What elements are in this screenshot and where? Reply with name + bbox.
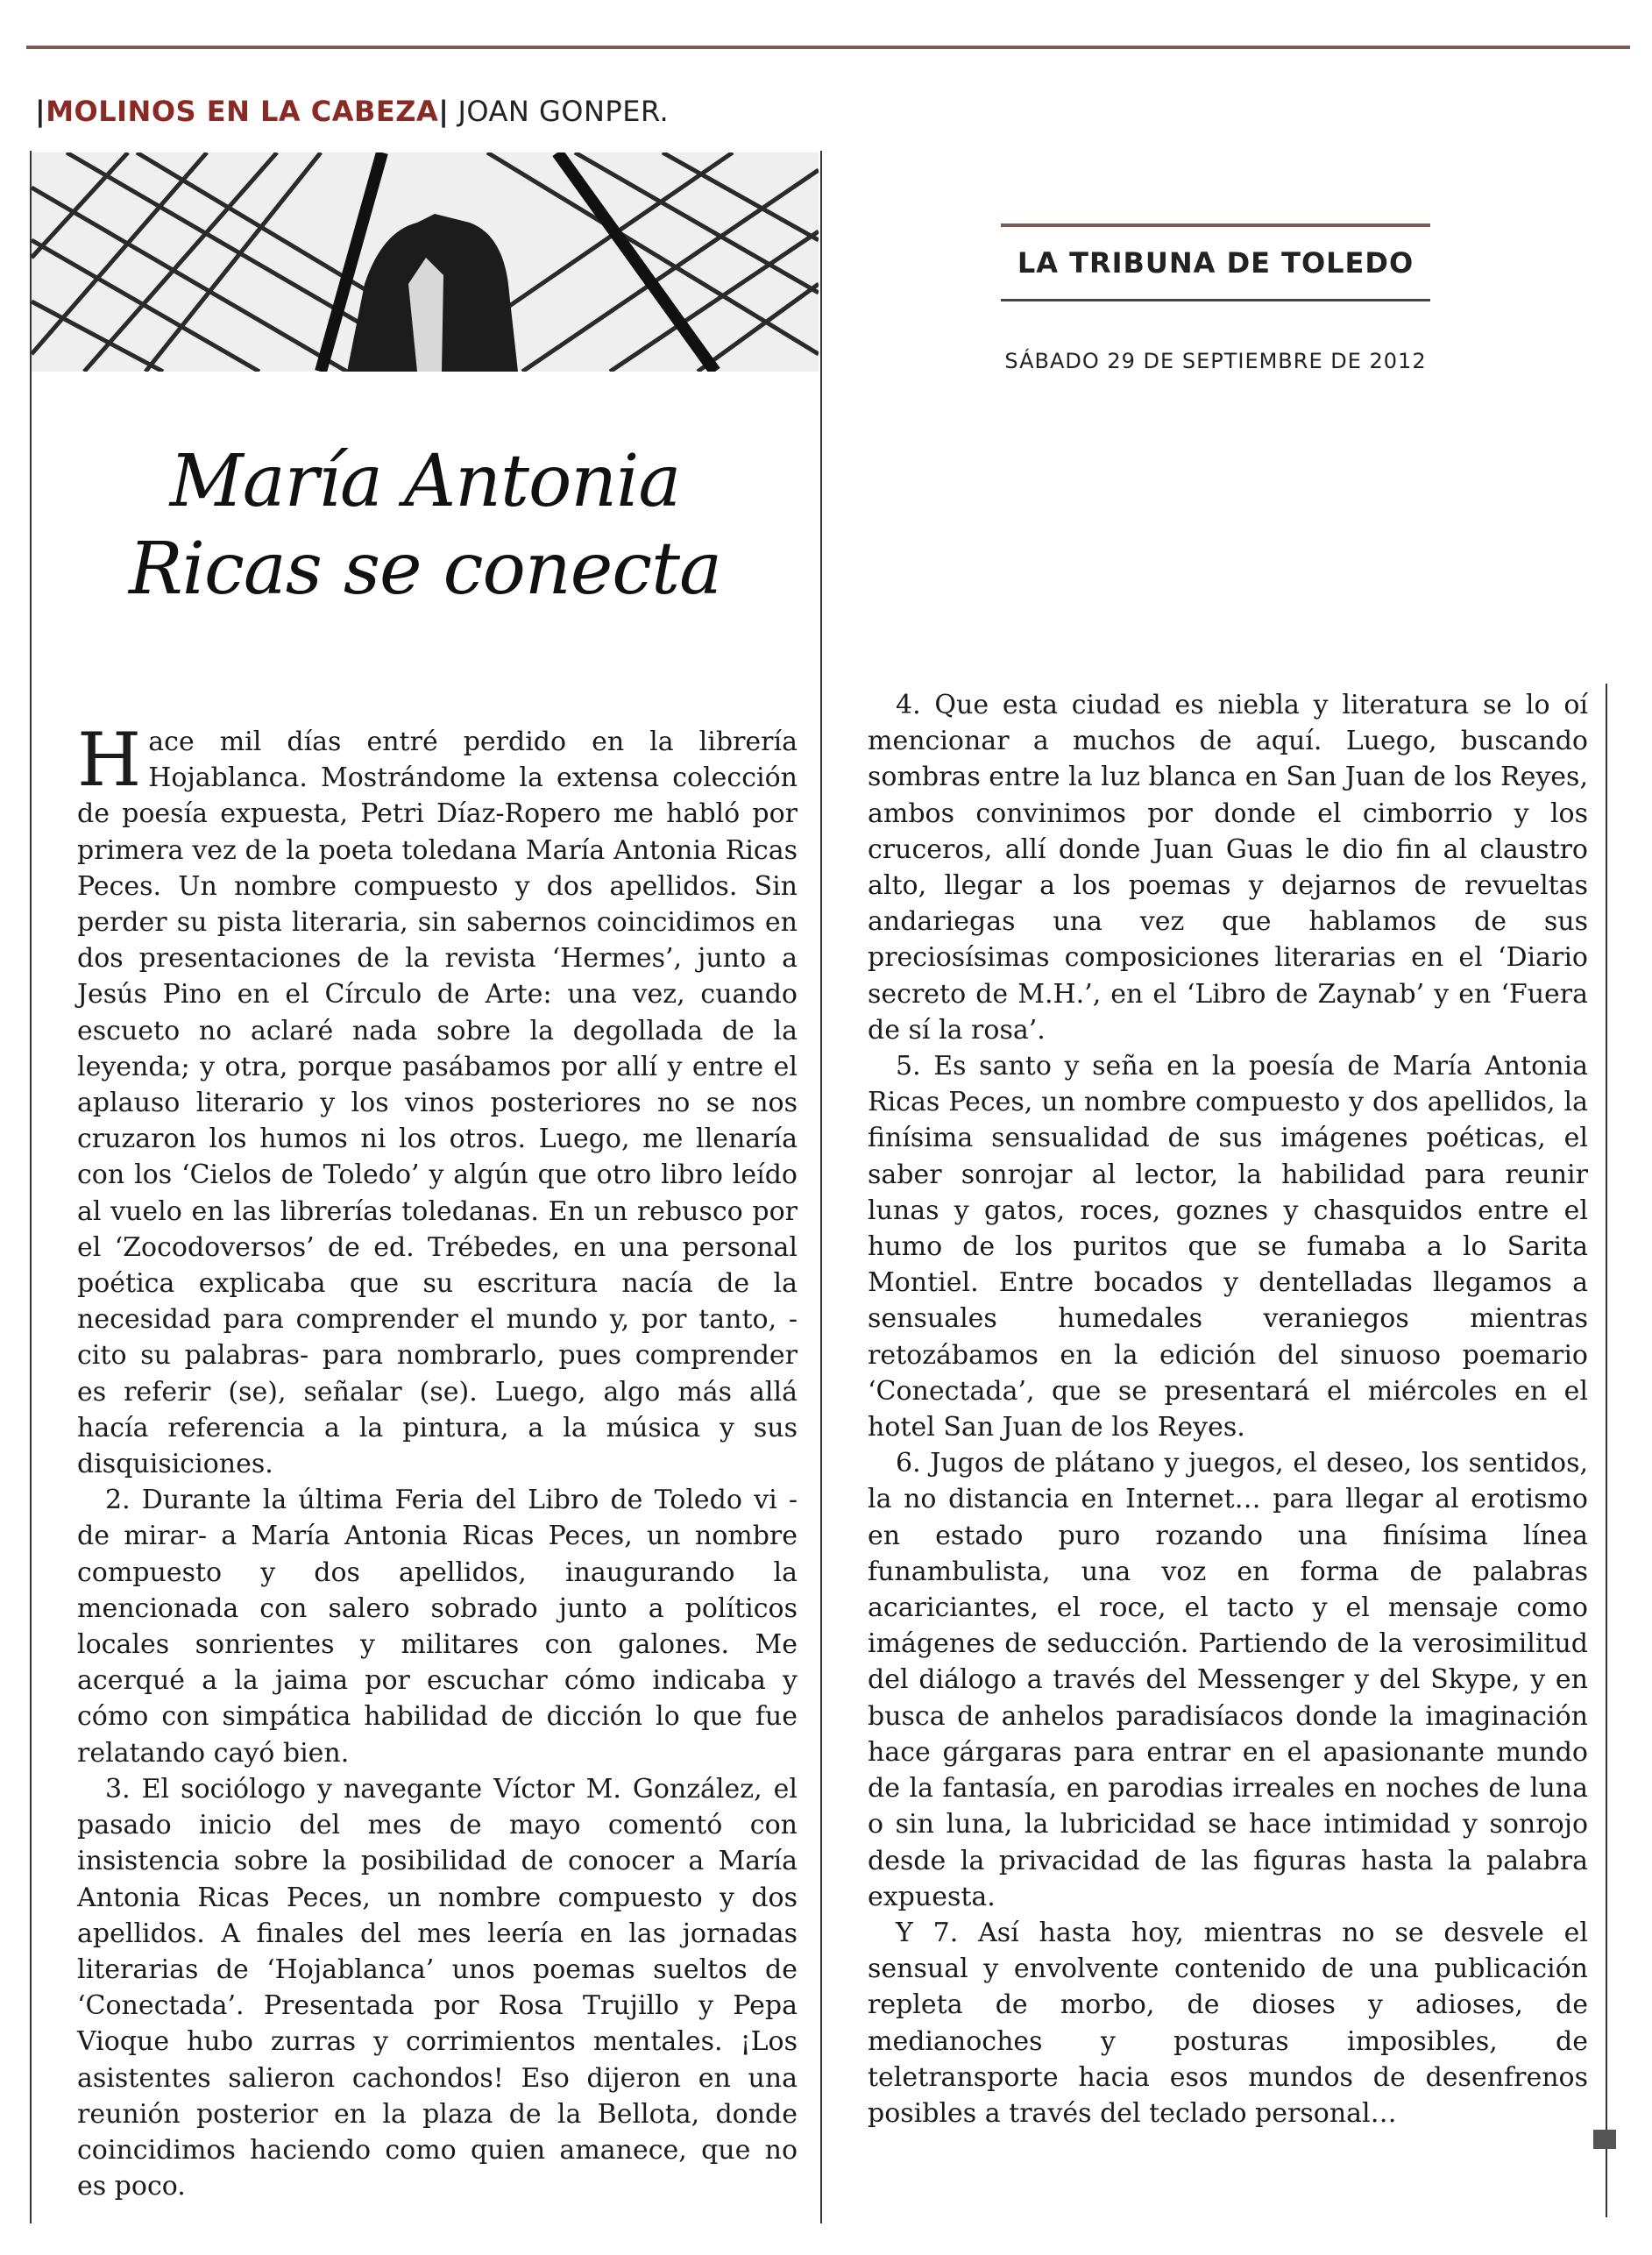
- end-of-article-mark: [1593, 2130, 1616, 2149]
- newspaper-name: LA TRIBUNA DE TOLEDO: [1017, 246, 1414, 280]
- paragraph-6: 6. Jugos de plátano y juegos, el deseo, los sentidos, la no distancia en Internet… para llegar al erotismo en estado puro rozando una finísima línea funambulista, una voz en forma de palabras acariciantes, el roce, el tacto y el mensaje como imágenes de seducción. Partiendo de la verosimilitud del diálogo a través del Messenger y del Skype, y en busca de anhelos paradisíacos donde la imaginación hace gárgaras para entrar en el apasionante mundo de la fantasía, en parodias irreales en noches de luna o sin luna, la lubricidad se hace intimidad y sonrojo desde la privacidad de las figuras hasta la palabra expuesta.: [868, 1448, 1588, 1912]
- paragraph-2: 2. Durante la última Feria del Libro de Toledo vi -de mirar- a María Antonia Ricas Peces, un nombre compuesto y dos apellidos, inaugurando la mencionada con salero sobrado junto a políticos locales sonrientes y militares con galones. Me acerqué a la jaima por escuchar cómo indicaba y cómo con simpática habilidad de dicción lo que fue relatando cayó bien.: [77, 1485, 798, 1769]
- title-line-1: María Antonia: [169, 440, 681, 523]
- newspaper-masthead: [1001, 223, 1430, 301]
- article-title: [53, 438, 798, 613]
- column-right-rule: [1606, 684, 1607, 2217]
- paragraph-4: 4. Que esta ciudad es niebla y literatura se lo oí mencionar a muchos de aquí. Luego, buscando sombras entre la luz blanca en San Juan de los Reyes, ambos convinimos por donde el cimborrio y los cruceros, allí donde Juan Guas le dio fin al claustro alto, llegar a los poemas y dejarnos de revueltas andariegas una vez que hablamos de sus preciosísimas composiciones literarias en el ‘Diario secreto de M.H.’, en el ‘Libro de Zaynab’ y en ‘Fuera de sí la rosa’.: [868, 690, 1588, 1046]
- paragraph-7: Y 7. Así hasta hoy, mientras no se desvele el sensual y envolvente contenido de una publicación repleta de morbo, de dioses y adioses, de medianoches y posturas imposibles, de teletransporte hacia esos mundos de desenfrenos posibles a través del teclado personal…: [868, 1917, 1588, 2129]
- author-name: JOAN GONPER.: [457, 95, 670, 128]
- masthead-bottom-rule: [1001, 299, 1430, 301]
- paragraph-3: 3. El sociólogo y navegante Víctor M. González, el pasado inicio del mes de mayo comentó con insistencia sobre la posibilidad de conocer a María Antonia Ricas Peces, un nombre compuesto y dos apellidos. A finales del mes leería en las jornadas literarias de ‘Hojablanca’ unos poemas sueltos de ‘Conectada’. Presentada por Rosa Trujillo y Pepa Vioque hubo zurras y corrimientos mentales. ¡Los asistentes salieron cachondos! Eso dijeron en una reunión posterior en la plaza de la Bellota, donde coincidimos haciendo como quien amanece, que no es poco.: [77, 1773, 798, 2202]
- text-column-right: [868, 687, 1588, 2131]
- paragraph-1-text: ace mil días entré perdido en la librería Hojablanca. Mostrándome la extensa colección de poesía expuesta, Petri Díaz-Ropero me habló por primera vez de la poeta toledana María Antonia Ricas Peces. Un nombre compuesto y dos apellidos. Sin perder su pista literaria, sin sabernos coincidimos en dos presentaciones de la revista ‘Hermes’, junto a Jesús Pino en el Círculo de Arte: una vez, cuando escueto no aclaré nada sobre la degollada de la leyenda; y otra, porque pasábamos por allí y entre el aplauso literario y los vinos posteriores no se nos cruzaron los humos ni los otros. Luego, me llenaría con los ‘Cielos de Toledo’ y algún que otro libro leído al vuelo en las librerías toledanas. En un rebusco por el ‘Zocodoversos’ de ed. Trébedes, en una personal poética explicaba que su escritura nacía de la necesidad para comprender el mundo y, por tanto, -cito su palabras- para nombrarlo, pues comprender es referir (se), señalar (se). Luego, algo más allá hacía referencia a la pintura, a la música y sus disquisiciones.: [77, 727, 798, 1480]
- column-title: MOLINOS EN LA CABEZA: [46, 95, 439, 128]
- text-column-left: [77, 717, 798, 2204]
- paragraph-5: 5. Es santo y seña en la poesía de María Antonia Ricas Peces, un nombre compuesto y dos apellidos, la finísima sensualidad de sus imágenes poéticas, el saber sonrojar al lector, la habilidad para reunir lunas y gatos, roces, goznes y chasquidos entre el humo de los puritos que se fumaba a lo Sarita Montiel. Entre bocados y dentelladas llegamos a sensuales humedales veraniegos mientras retozábamos en la edición del sinuoso poemario ‘Conectada’, que se presentará el miércoles en el hotel San Juan de los Reyes.: [868, 1051, 1588, 1443]
- masthead-top-rule: [1001, 223, 1430, 227]
- publication-date: SÁBADO 29 DE SEPTIEMBRE DE 2012: [1004, 349, 1427, 373]
- windmill-sails-image: [32, 152, 819, 372]
- title-line-2: Ricas se conecta: [129, 528, 721, 611]
- top-rule: [26, 46, 1630, 49]
- section-bar-left: |: [35, 95, 46, 128]
- windmill-illustration: [32, 152, 819, 372]
- section-header: [35, 95, 669, 128]
- drop-cap: H: [77, 717, 142, 803]
- section-bar-right: |: [438, 95, 450, 128]
- paragraph-1: [77, 717, 798, 1482]
